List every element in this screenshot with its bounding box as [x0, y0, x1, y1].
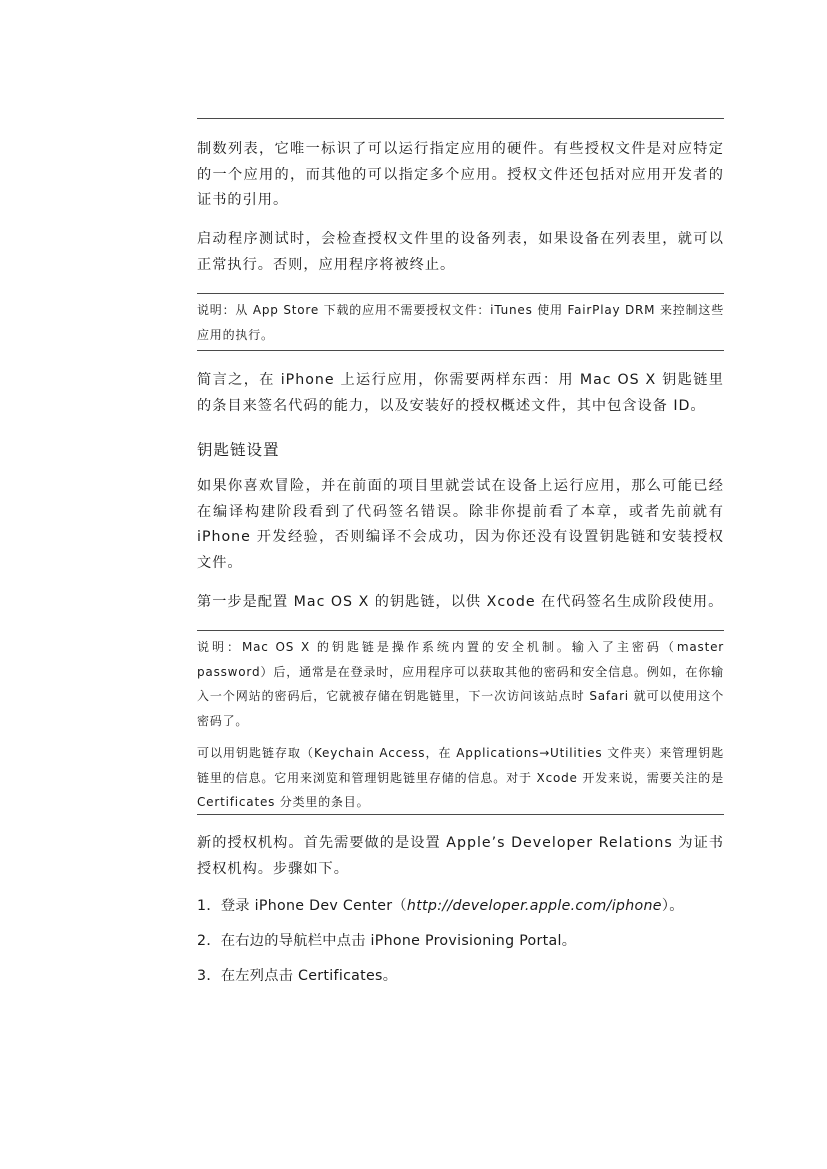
note-keychain-mechanism: 说明：Mac OS X 的钥匙链是操作系统内置的安全机制。输入了主密码（master password）后，通常是在登录时，应用程序可以获取其他的密码和安全信息。例如，在你输入一个网站的密码后，它就被存储在钥匙链里，下一次访问该站点时 Safari 就可以使用这个密码了。	[197, 640, 724, 728]
step-3-text: 3．在左列点击 Certificates。	[197, 968, 398, 984]
paragraph-adventure: 如果你喜欢冒险，并在前面的项目里就尝试在设备上运行应用，那么可能已经在编译构建阶段看到了代码签名错误。除非你提前看了本章，或者先前就有 iPhone 开发经验，否则编译不会成功，因为你还没有设置钥匙链和安装授权文件。	[197, 478, 724, 571]
paragraph-summary: 简言之，在 iPhone 上运行应用，你需要两样东西：用 Mac OS X 钥匙链里的条目来签名代码的能力，以及安装好的授权概述文件，其中包含设备 ID。	[197, 372, 724, 414]
step-1-prefix: 1．登录 iPhone Dev Center（	[197, 898, 407, 914]
step-2	[197, 929, 724, 953]
step-3	[197, 964, 724, 988]
step-1	[197, 894, 724, 918]
step-1-suffix: ）。	[661, 898, 684, 914]
paragraph-provisioning-list: 制数列表，它唯一标识了可以运行指定应用的硬件。有些授权文件是对应特定的一个应用的，而其他的可以指定多个应用。授权文件还包括对应用开发者的证书的引用。	[197, 141, 724, 208]
note-box-app-store	[197, 293, 724, 351]
paragraph-launch-check: 启动程序测试时，会检查授权文件里的设备列表，如果设备在列表里，就可以正常执行。否则，应用程序将被终止。	[197, 231, 724, 273]
note-box-keychain	[197, 630, 724, 815]
top-rule	[197, 118, 724, 119]
note-keychain-access: 可以用钥匙链存取（Keychain Access，在 Applications→Utilities 文件夹）来管理钥匙链里的信息。它用来浏览和管理钥匙链里存储的信息。对于 Xcode 开发来说，需要关注的是 Certificates 分类里的条目。	[197, 746, 724, 809]
section-heading: 钥匙链设置	[197, 441, 280, 459]
note-app-store: 说明：从 App Store 下载的应用不需要授权文件：iTunes 使用 FairPlay DRM 来控制这些应用的执行。	[197, 303, 724, 342]
paragraph-certificate-authority: 新的授权机构。首先需要做的是设置 Apple’s Developer Relations 为证书授权机构。步骤如下。	[197, 835, 724, 877]
dev-center-link[interactable]: http://developer.apple.com/iphone	[406, 898, 662, 914]
paragraph-first-step: 第一步是配置 Mac OS X 的钥匙链，以供 Xcode 在代码签名生成阶段使用。	[197, 594, 724, 610]
step-2-text: 2．在右边的导航栏中点击 iPhone Provisioning Portal。	[197, 933, 577, 949]
